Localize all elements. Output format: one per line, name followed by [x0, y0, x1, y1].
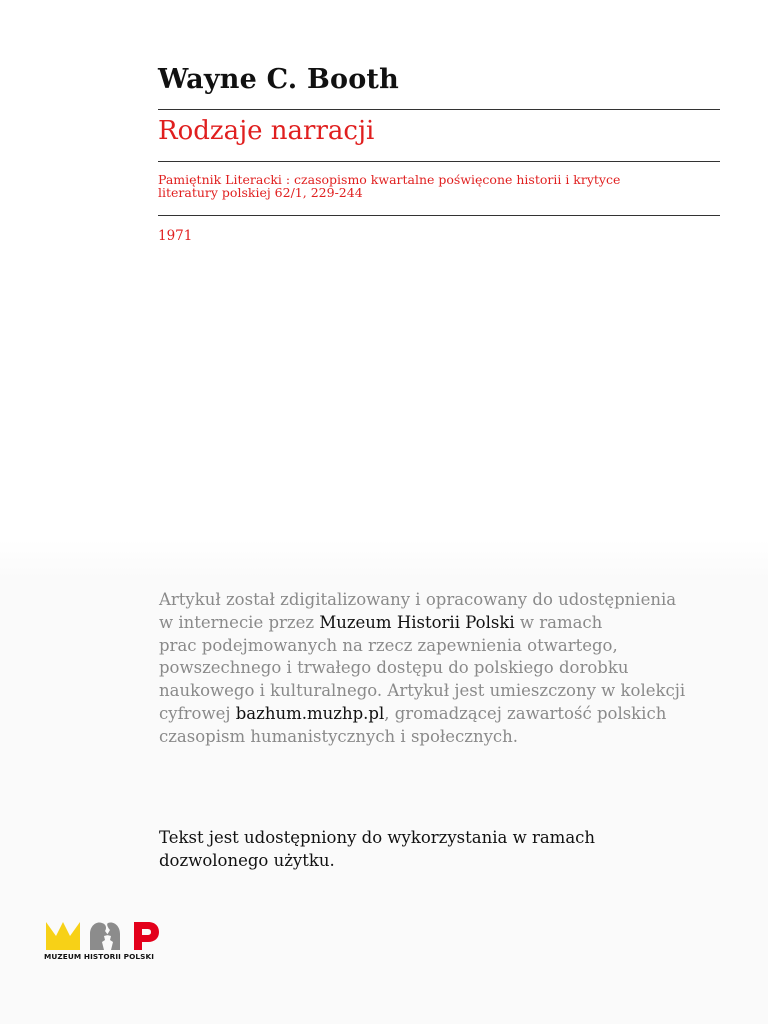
bazhum-link[interactable]: bazhum.muzhp.pl [235, 703, 385, 723]
publication-year: 1971 [158, 228, 193, 244]
profile-right [107, 923, 120, 950]
digitization-notice [159, 589, 719, 749]
source-citation [158, 174, 698, 199]
logo-caption: MUZEUM HISTORII POLSKI [44, 952, 155, 961]
notice-line: Artykuł został zdigitalizowany i opracowany do udostępnienia [159, 590, 677, 609]
p-letter [134, 922, 159, 950]
source-line: Pamiętnik Literacki : czasopismo kwartalne poświęcone historii i krytyce [158, 172, 621, 187]
source-line: literatury polskiej 62/1, 229-244 [158, 184, 363, 200]
notice-line [159, 703, 719, 726]
notice-line: prac podejmowanych na rzecz zapewnienia otwartego, [159, 635, 618, 655]
crown-shape [46, 922, 80, 950]
notice-line: naukowego i kulturalnego. Artykuł jest umieszczony w kolekcji [159, 681, 686, 701]
notice-line: powszechnego i trwałego dostępu do polskiego dorobku [159, 658, 629, 678]
divider [158, 109, 720, 110]
notice-text: , gromadzącej zawartość polskich [384, 703, 667, 723]
license-line: dozwolonego użytku. [159, 851, 335, 870]
notice-text: w ramach [514, 612, 603, 632]
license-line: Tekst jest udostępniony do wykorzystania w ramach [159, 828, 596, 847]
museum-link[interactable]: Muzeum Historii Polski [319, 612, 515, 632]
license-notice [159, 826, 719, 872]
notice-text: w internecie przez [159, 612, 320, 632]
divider [158, 215, 720, 216]
article-title: Rodzaje narracji [158, 116, 375, 146]
notice-line [159, 612, 719, 635]
divider [158, 161, 720, 162]
author-name: Wayne C. Booth [158, 64, 399, 95]
profile-left [90, 923, 108, 950]
notice-text: cyfrowej [159, 703, 236, 723]
notice-line: czasopism humanistycznych i społecznych. [159, 726, 519, 746]
